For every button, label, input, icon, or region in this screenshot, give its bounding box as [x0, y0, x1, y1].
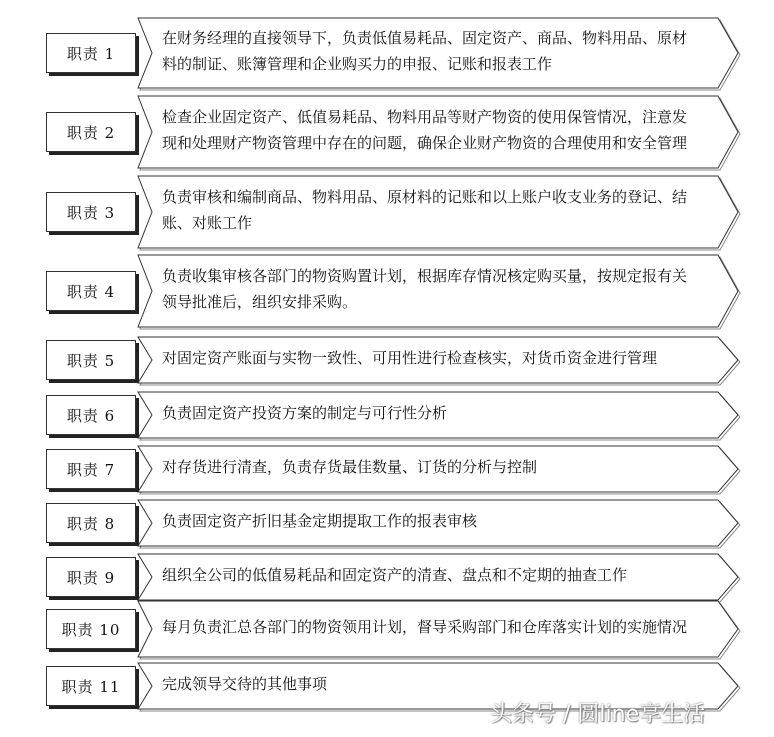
duty-line: 每月负责汇总各部门的物资领用计划，督导采购部门和仓库落实计划的实施情况: [162, 618, 688, 636]
duty-line: 料的制证、账簿管理和企业购买力的申报、记账和报表工作: [162, 55, 553, 73]
duty-line: 检查企业固定资产、低值易耗品、物料用品等财产物资的使用保管情况，注意发: [162, 108, 688, 126]
duty-arrow: [138, 255, 738, 327]
duty-description: [162, 400, 708, 426]
duty-arrow: [138, 18, 738, 88]
duty-line: 在财务经理的直接领导下，负责低值易耗品、固定资产、商品、物料用品、原材: [162, 29, 688, 47]
duty-description: [162, 25, 708, 77]
duty-line: 负责收集审核各部门的物资购置计划，根据库存情况核定购买量，按规定报有关: [162, 267, 688, 285]
duty-row: [0, 601, 774, 657]
duty-line: 对固定资产账面与实物一致性、可用性进行检查核实，对货币资金进行管理: [162, 349, 658, 367]
duty-row: [0, 176, 774, 248]
duty-line: 负责固定资产投资方案的制定与可行性分析: [162, 404, 448, 422]
duty-row: [0, 255, 774, 327]
duty-row: [0, 337, 774, 383]
duty-label: 职责 1: [46, 33, 136, 73]
duty-label: 职责 8: [46, 503, 136, 543]
duty-label: 职责 9: [46, 557, 136, 597]
duty-description: [162, 263, 708, 315]
duty-description: [162, 671, 708, 697]
duty-arrow: [138, 176, 738, 248]
duty-label: 职责 7: [46, 449, 136, 489]
duty-description: [162, 614, 708, 640]
duty-arrow: [138, 392, 738, 438]
duty-description: [162, 508, 708, 534]
duty-line: 账、对账工作: [162, 214, 253, 232]
duty-description: [162, 562, 708, 588]
duty-label: 职责 3: [46, 192, 136, 232]
duty-label: 职责 4: [46, 271, 136, 311]
duty-arrow: [138, 96, 738, 168]
duty-description: [162, 184, 708, 236]
duty-line: 完成领导交待的其他事项: [162, 675, 328, 693]
duty-line: 对存货进行清查，负责存货最佳数量、订货的分析与控制: [162, 458, 538, 476]
duty-label: 职责 2: [46, 112, 136, 152]
duty-label: 职责 11: [46, 666, 136, 706]
duty-row: [0, 554, 774, 600]
duty-line: 组织全公司的低值易耗品和固定资产的清查、盘点和不定期的抽查工作: [162, 566, 628, 584]
watermark-text: 头条号 / 圆line享生活: [490, 702, 706, 727]
duty-label: 职责 5: [46, 340, 136, 380]
duty-row: [0, 446, 774, 492]
duty-arrow: [138, 554, 738, 600]
duty-arrow: [138, 446, 738, 492]
duty-label: 职责 6: [46, 395, 136, 435]
duty-line: 现和处理财产物资管理中存在的问题，确保企业财产物资的合理使用和安全管理: [162, 134, 688, 152]
duty-description: [162, 104, 708, 156]
duty-description: [162, 345, 708, 371]
duty-row: [0, 500, 774, 546]
duty-line: 领导批准后，组织安排采购。: [162, 293, 358, 311]
duty-row: [0, 96, 774, 168]
duty-description: [162, 454, 708, 480]
duty-arrow: [138, 500, 738, 546]
duty-line: 负责审核和编制商品、物料用品、原材料的记账和以上账户收支业务的登记、结: [162, 188, 688, 206]
duty-row: [0, 18, 774, 88]
duty-row: [0, 392, 774, 438]
duty-line: 负责固定资产折旧基金定期提取工作的报表审核: [162, 512, 478, 530]
duty-label: 职责 10: [46, 609, 136, 649]
duty-arrow: [138, 337, 738, 383]
duty-arrow: [138, 601, 738, 657]
